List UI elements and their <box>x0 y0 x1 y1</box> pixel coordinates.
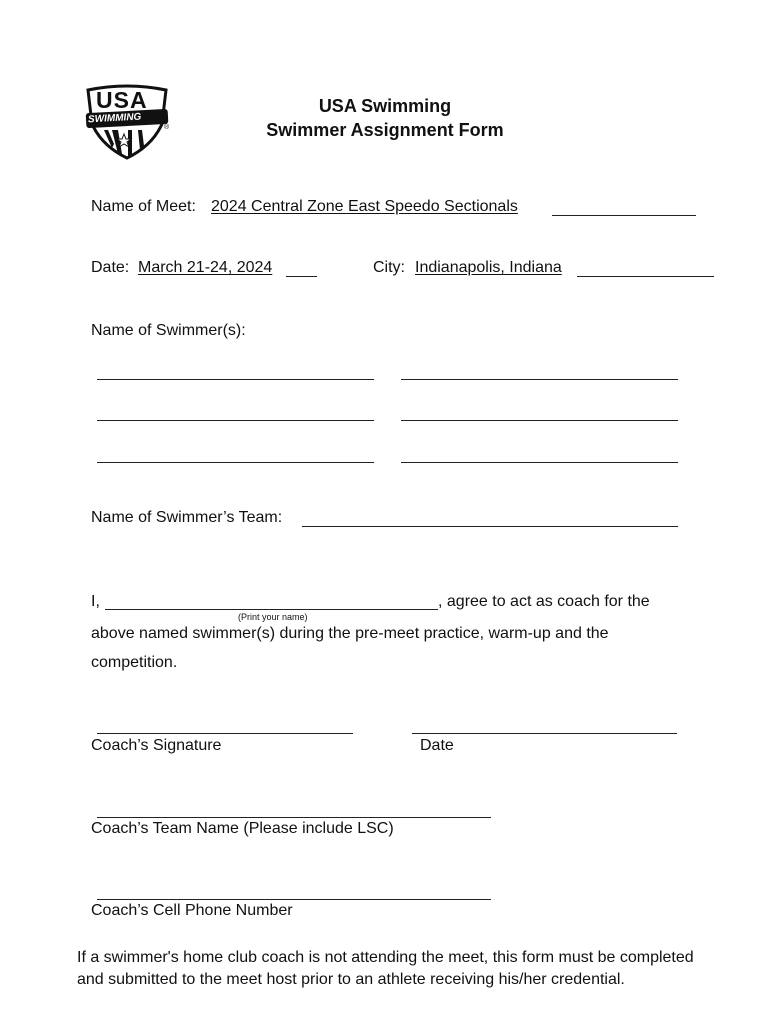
city-label: City: <box>373 259 405 276</box>
swimmer-field-1[interactable] <box>97 379 374 380</box>
signature-date-field[interactable] <box>412 733 677 734</box>
coach-print-name-field[interactable] <box>105 609 438 610</box>
usa-swimming-logo <box>82 84 172 160</box>
coach-phone-field[interactable] <box>97 899 491 900</box>
city-value[interactable]: Indianapolis, Indiana <box>415 259 562 276</box>
swimmer-field-3[interactable] <box>97 420 374 421</box>
logo-registered-mark: ® <box>164 124 170 131</box>
signature-date-label: Date <box>420 737 454 754</box>
agreement-line3: competition. <box>91 654 178 671</box>
logo-usa-text: USA <box>96 87 148 113</box>
logo-swimming-text: SWIMMING <box>87 111 142 126</box>
coach-team-field[interactable] <box>97 817 491 818</box>
swimmer-field-5[interactable] <box>97 462 374 463</box>
swimmer-field-6[interactable] <box>401 462 678 463</box>
meet-value[interactable]: 2024 Central Zone East Speedo Sectionals <box>211 198 518 215</box>
date-line <box>286 276 317 277</box>
agreement-suffix: , agree to act as coach for the <box>438 593 650 610</box>
agreement-prefix: I, <box>91 593 100 610</box>
coach-phone-label: Coach’s Cell Phone Number <box>91 902 293 919</box>
date-label: Date: <box>91 259 130 276</box>
footer-note: If a swimmer's home club coach is not attending the meet, this form must be completed and submitted to the meet host prior to an athlete receiving his/her credential. <box>77 949 694 988</box>
page-title-line2: Swimmer Assignment Form <box>266 120 504 140</box>
city-line <box>577 276 714 277</box>
meet-label: Name of Meet: <box>91 198 196 215</box>
team-field[interactable] <box>302 526 678 527</box>
page-title-line1: USA Swimming <box>318 96 452 116</box>
swimmer-field-4[interactable] <box>401 420 678 421</box>
team-label: Name of Swimmer’s Team: <box>91 509 283 526</box>
coach-signature-label: Coach’s Signature <box>91 737 222 754</box>
date-value[interactable]: March 21-24, 2024 <box>138 259 273 276</box>
meet-line <box>552 215 696 216</box>
swimmers-label: Name of Swimmer(s): <box>91 322 246 339</box>
agreement-line2: above named swimmer(s) during the pre-meet practice, warm-up and the <box>91 625 609 642</box>
coach-signature-field[interactable] <box>97 733 353 734</box>
print-name-hint: (Print your name) <box>238 612 308 622</box>
coach-team-label: Coach’s Team Name (Please include LSC) <box>91 820 394 837</box>
swimmer-field-2[interactable] <box>401 379 678 380</box>
